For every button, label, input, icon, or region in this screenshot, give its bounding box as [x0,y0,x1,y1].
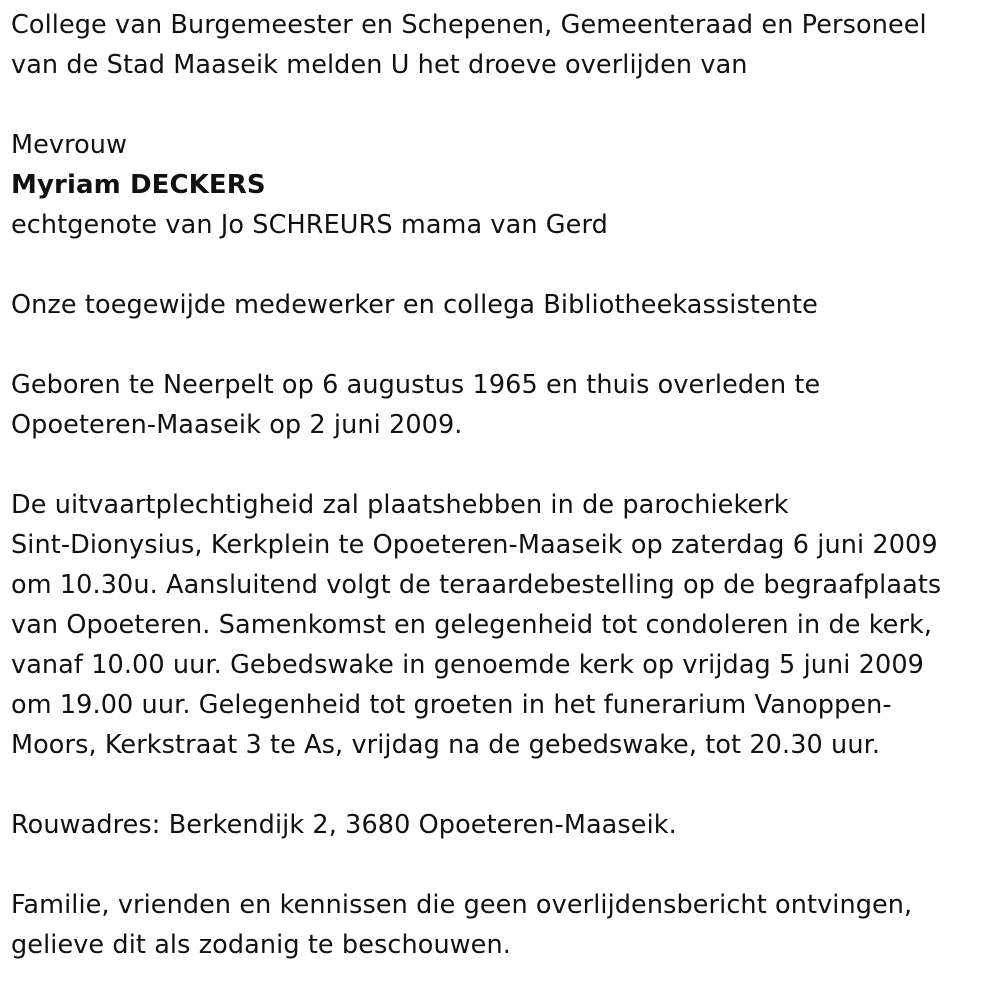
spacer [11,445,996,485]
spacer [11,245,996,285]
funeral-line: Moors, Kerkstraat 3 te As, vrijdag na de gebedswake, tot 20.30 uur. [11,730,881,760]
funeral-line: om 19.00 uur. Gelegenheid tot groeten in het funerarium Vanoppen- [11,690,892,720]
funeral-line: De uitvaartplechtigheid zal plaatshebben in de parochiekerk [11,490,789,520]
tribute-line: Onze toegewijde medewerker en collega Bibliotheekassistente [11,290,818,320]
closing-line-2: gelieve dit als zodanig te beschouwen. [11,930,511,960]
spacer [11,845,996,885]
death-notice [11,5,996,965]
birth-death-line-2: Opoeteren-Maaseik op 2 juni 2009. [11,410,463,440]
funeral-line: Sint-Dionysius, Kerkplein te Opoeteren-Maaseik op zaterdag 6 juni 2009 [11,530,938,560]
closing-line-1: Familie, vrienden en kennissen die geen overlijdensbericht ontvingen, [11,890,913,920]
mourning-address: Rouwadres: Berkendijk 2, 3680 Opoeteren-Maaseik. [11,810,677,840]
funeral-line: van Opoeteren. Samenkomst en gelegenheid tot condoleren in de kerk, [11,610,933,640]
deceased-name: Myriam DECKERS [11,170,266,200]
spacer [11,325,996,365]
spacer [11,765,996,805]
header-line-1: College van Burgemeester en Schepenen, Gemeenteraad en Personeel [11,10,927,40]
deceased-title: Mevrouw [11,130,128,160]
deceased-relation: echtgenote van Jo SCHREURS mama van Gerd [11,210,608,240]
header-line-2: van de Stad Maaseik melden U het droeve overlijden van [11,50,748,80]
spacer [11,85,996,125]
funeral-line: om 10.30u. Aansluitend volgt de teraardebestelling op de begraafplaats [11,570,942,600]
funeral-line: vanaf 10.00 uur. Gebedswake in genoemde kerk op vrijdag 5 juni 2009 [11,650,924,680]
birth-death-line-1: Geboren te Neerpelt op 6 augustus 1965 en thuis overleden te [11,370,821,400]
